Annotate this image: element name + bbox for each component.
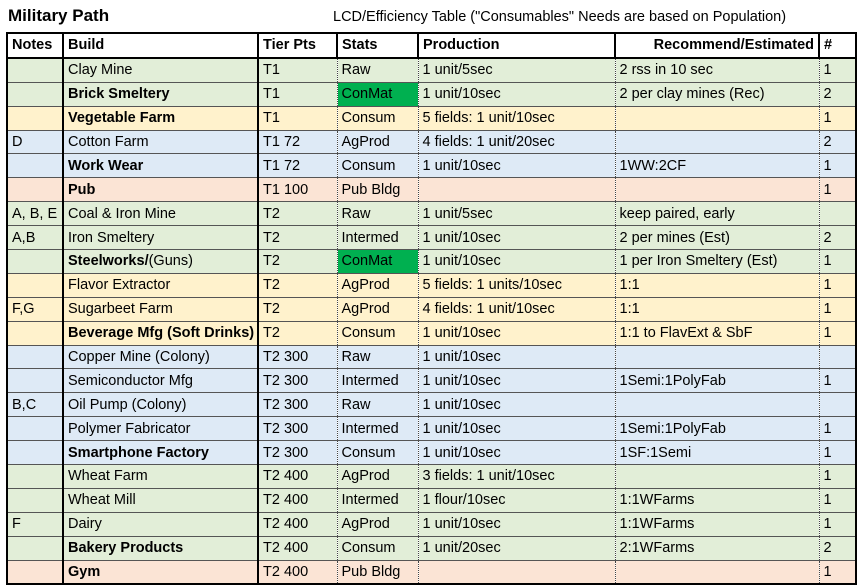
cell-recommend[interactable]: 2 per clay mines (Rec): [615, 82, 819, 106]
cell-count[interactable]: 1: [819, 58, 856, 82]
cell-count[interactable]: 1: [819, 297, 856, 321]
cell-recommend[interactable]: 2 per mines (Est): [615, 226, 819, 250]
cell-stats[interactable]: AgProd: [337, 297, 418, 321]
cell-notes[interactable]: [7, 178, 63, 202]
cell-build[interactable]: Sugarbeet Farm: [63, 297, 258, 321]
cell-production[interactable]: 5 fields: 1 units/10sec: [418, 273, 615, 297]
cell-tier-pts[interactable]: T2 300: [258, 393, 337, 417]
cell-count[interactable]: 1: [819, 321, 856, 345]
cell-production[interactable]: 5 fields: 1 unit/10sec: [418, 106, 615, 130]
cell-production[interactable]: [418, 560, 615, 584]
cell-stats[interactable]: Pub Bldg: [337, 560, 418, 584]
header-build[interactable]: Build: [63, 33, 258, 58]
header-notes[interactable]: Notes: [7, 33, 63, 58]
cell-count[interactable]: 1: [819, 488, 856, 512]
sheet-subtitle: LCD/Efficiency Table ("Consumables" Needs are based on Population): [333, 9, 787, 25]
cell-build[interactable]: Smartphone Factory: [63, 441, 258, 465]
cell-stats[interactable]: Intermed: [337, 488, 418, 512]
cell-stats[interactable]: ConMat: [337, 82, 418, 106]
cell-tier-pts[interactable]: T2: [258, 250, 337, 274]
cell-stats[interactable]: Raw: [337, 393, 418, 417]
table-row: [7, 202, 856, 226]
cell-notes[interactable]: [7, 417, 63, 441]
cell-build[interactable]: Work Wear: [63, 154, 258, 178]
cell-recommend[interactable]: 1:1WFarms: [615, 512, 819, 536]
cell-count[interactable]: 1: [819, 560, 856, 584]
cell-recommend[interactable]: [615, 106, 819, 130]
cell-build[interactable]: Vegetable Farm: [63, 106, 258, 130]
cell-recommend[interactable]: 1Semi:1PolyFab: [615, 417, 819, 441]
cell-count[interactable]: 1: [819, 369, 856, 393]
table-row: [7, 417, 856, 441]
cell-count[interactable]: [819, 202, 856, 226]
cell-build[interactable]: Clay Mine: [63, 58, 258, 82]
cell-production[interactable]: 1 flour/10sec: [418, 488, 615, 512]
cell-count[interactable]: 1: [819, 417, 856, 441]
cell-stats[interactable]: AgProd: [337, 465, 418, 489]
cell-notes[interactable]: [7, 488, 63, 512]
cell-count[interactable]: 1: [819, 106, 856, 130]
sheet-title: Military Path: [8, 6, 110, 25]
cell-tier-pts[interactable]: T2 400: [258, 512, 337, 536]
cell-tier-pts[interactable]: T2 300: [258, 441, 337, 465]
cell-stats[interactable]: ConMat: [337, 250, 418, 274]
cell-build[interactable]: Beverage Mfg (Soft Drinks): [63, 321, 258, 345]
cell-notes[interactable]: D: [7, 130, 63, 154]
cell-production[interactable]: 1 unit/10sec: [418, 154, 615, 178]
cell-stats[interactable]: AgProd: [337, 130, 418, 154]
cell-recommend[interactable]: [615, 465, 819, 489]
cell-notes[interactable]: A, B, E: [7, 202, 63, 226]
header-count[interactable]: #: [819, 33, 856, 58]
table-row: [7, 297, 856, 321]
cell-stats[interactable]: Consum: [337, 154, 418, 178]
cell-build[interactable]: Flavor Extractor: [63, 273, 258, 297]
cell-notes[interactable]: [7, 369, 63, 393]
cell-production[interactable]: 1 unit/10sec: [418, 417, 615, 441]
table-row: [7, 393, 856, 417]
cell-count[interactable]: 1: [819, 465, 856, 489]
cell-build[interactable]: Iron Smeltery: [63, 226, 258, 250]
cell-notes[interactable]: F: [7, 512, 63, 536]
cell-build[interactable]: Brick Smeltery: [63, 82, 258, 106]
cell-notes[interactable]: [7, 273, 63, 297]
cell-recommend[interactable]: 1 per Iron Smeltery (Est): [615, 250, 819, 274]
cell-notes[interactable]: [7, 82, 63, 106]
cell-notes[interactable]: [7, 345, 63, 369]
cell-count[interactable]: [819, 345, 856, 369]
cell-notes[interactable]: [7, 560, 63, 584]
cell-production[interactable]: 3 fields: 1 unit/10sec: [418, 465, 615, 489]
cell-production[interactable]: 1 unit/10sec: [418, 369, 615, 393]
cell-recommend[interactable]: 1SF:1Semi: [615, 441, 819, 465]
table-row: [7, 58, 856, 82]
cell-build-suffix: (Guns): [148, 253, 193, 270]
cell-notes[interactable]: [7, 441, 63, 465]
cell-production[interactable]: 1 unit/10sec: [418, 321, 615, 345]
cell-notes[interactable]: [7, 58, 63, 82]
cell-stats[interactable]: Intermed: [337, 226, 418, 250]
table-row: [7, 536, 856, 560]
cell-count[interactable]: 1: [819, 512, 856, 536]
cell-count[interactable]: 1: [819, 250, 856, 274]
cell-tier-pts[interactable]: T2: [258, 226, 337, 250]
table-row: [7, 560, 856, 584]
table-row: [7, 441, 856, 465]
table-row: [7, 226, 856, 250]
cell-stats[interactable]: Consum: [337, 441, 418, 465]
cell-recommend[interactable]: [615, 178, 819, 202]
cell-stats[interactable]: Consum: [337, 321, 418, 345]
cell-count[interactable]: 1: [819, 441, 856, 465]
cell-build[interactable]: Bakery Products: [63, 536, 258, 560]
cell-build[interactable]: Gym: [63, 560, 258, 584]
cell-build[interactable]: Pub: [63, 178, 258, 202]
cell-stats[interactable]: Raw: [337, 202, 418, 226]
cell-notes[interactable]: A,B: [7, 226, 63, 250]
table-row: [7, 369, 856, 393]
cell-stats[interactable]: Intermed: [337, 417, 418, 441]
cell-count[interactable]: 2: [819, 130, 856, 154]
cell-tier-pts[interactable]: T2 300: [258, 369, 337, 393]
cell-count[interactable]: [819, 393, 856, 417]
cell-notes[interactable]: [7, 536, 63, 560]
cell-notes[interactable]: [7, 465, 63, 489]
table-row: [7, 512, 856, 536]
cell-tier-pts[interactable]: T1 72: [258, 130, 337, 154]
table-row: [7, 178, 856, 202]
cell-notes[interactable]: [7, 106, 63, 130]
cell-build[interactable]: Polymer Fabricator: [63, 417, 258, 441]
cell-build[interactable]: Wheat Mill: [63, 488, 258, 512]
cell-production[interactable]: [418, 178, 615, 202]
cell-production[interactable]: 1 unit/10sec: [418, 250, 615, 274]
cell-build[interactable]: Coal & Iron Mine: [63, 202, 258, 226]
cell-notes[interactable]: [7, 250, 63, 274]
cell-notes[interactable]: B,C: [7, 393, 63, 417]
header-row: [7, 33, 856, 58]
header-stats[interactable]: Stats: [337, 33, 418, 58]
cell-stats[interactable]: AgProd: [337, 512, 418, 536]
cell-notes[interactable]: [7, 321, 63, 345]
cell-stats[interactable]: Pub Bldg: [337, 178, 418, 202]
cell-recommend[interactable]: 2:1WFarms: [615, 536, 819, 560]
cell-recommend[interactable]: [615, 130, 819, 154]
header-recommend[interactable]: Recommend/Estimated: [615, 33, 819, 58]
cell-tier-pts[interactable]: T2: [258, 321, 337, 345]
cell-recommend[interactable]: [615, 393, 819, 417]
cell-count[interactable]: 1: [819, 154, 856, 178]
cell-recommend[interactable]: 1:1 to FlavExt & SbF: [615, 321, 819, 345]
cell-build[interactable]: Oil Pump (Colony): [63, 393, 258, 417]
cell-stats[interactable]: Intermed: [337, 369, 418, 393]
table-row: [7, 250, 856, 274]
cell-tier-pts[interactable]: T2 400: [258, 488, 337, 512]
cell-production[interactable]: 1 unit/10sec: [418, 441, 615, 465]
cell-production[interactable]: 4 fields: 1 unit/10sec: [418, 297, 615, 321]
cell-build[interactable]: [63, 250, 258, 274]
efficiency-table: [6, 32, 857, 585]
cell-recommend[interactable]: keep paired, early: [615, 202, 819, 226]
cell-production[interactable]: 1 unit/10sec: [418, 512, 615, 536]
cell-build-main: Steelworks/: [68, 253, 149, 270]
cell-tier-pts[interactable]: T2 400: [258, 560, 337, 584]
table-row: [7, 106, 856, 130]
cell-count[interactable]: 1: [819, 273, 856, 297]
cell-count[interactable]: 2: [819, 226, 856, 250]
cell-tier-pts[interactable]: T1: [258, 106, 337, 130]
cell-production[interactable]: 1 unit/5sec: [418, 202, 615, 226]
cell-production[interactable]: 1 unit/5sec: [418, 58, 615, 82]
table-body: [7, 58, 856, 585]
cell-build[interactable]: Wheat Farm: [63, 465, 258, 489]
table-row: [7, 345, 856, 369]
cell-build[interactable]: Semiconductor Mfg: [63, 369, 258, 393]
table-row: [7, 82, 856, 106]
cell-build[interactable]: Dairy: [63, 512, 258, 536]
cell-production[interactable]: 1 unit/10sec: [418, 345, 615, 369]
cell-notes[interactable]: F,G: [7, 297, 63, 321]
cell-count[interactable]: 1: [819, 178, 856, 202]
cell-tier-pts[interactable]: T2: [258, 273, 337, 297]
cell-recommend[interactable]: 1WW:2CF: [615, 154, 819, 178]
cell-recommend[interactable]: [615, 560, 819, 584]
cell-tier-pts[interactable]: T2 400: [258, 465, 337, 489]
cell-tier-pts[interactable]: T2: [258, 202, 337, 226]
cell-tier-pts[interactable]: T1 72: [258, 154, 337, 178]
cell-tier-pts[interactable]: T1: [258, 58, 337, 82]
cell-recommend[interactable]: 1:1WFarms: [615, 488, 819, 512]
cell-production[interactable]: 1 unit/20sec: [418, 536, 615, 560]
table-row: [7, 488, 856, 512]
cell-production[interactable]: 4 fields: 1 unit/20sec: [418, 130, 615, 154]
cell-recommend[interactable]: 1:1: [615, 273, 819, 297]
cell-tier-pts[interactable]: T1 100: [258, 178, 337, 202]
cell-stats[interactable]: AgProd: [337, 273, 418, 297]
table-row: [7, 273, 856, 297]
header-production[interactable]: Production: [418, 33, 615, 58]
cell-count[interactable]: 2: [819, 82, 856, 106]
cell-production[interactable]: 1 unit/10sec: [418, 226, 615, 250]
cell-stats[interactable]: Raw: [337, 58, 418, 82]
cell-recommend[interactable]: 1:1: [615, 297, 819, 321]
cell-recommend[interactable]: [615, 345, 819, 369]
cell-tier-pts[interactable]: T1: [258, 82, 337, 106]
cell-stats[interactable]: Consum: [337, 106, 418, 130]
cell-recommend[interactable]: 2 rss in 10 sec: [615, 58, 819, 82]
table-row: [7, 321, 856, 345]
cell-production[interactable]: 1 unit/10sec: [418, 393, 615, 417]
cell-count[interactable]: 2: [819, 536, 856, 560]
cell-tier-pts[interactable]: T2: [258, 297, 337, 321]
header-tier-pts[interactable]: Tier Pts: [258, 33, 337, 58]
table-row: [7, 154, 856, 178]
cell-tier-pts[interactable]: T2 300: [258, 345, 337, 369]
table-row: [7, 130, 856, 154]
cell-build[interactable]: Cotton Farm: [63, 130, 258, 154]
cell-tier-pts[interactable]: T2 400: [258, 536, 337, 560]
cell-tier-pts[interactable]: T2 300: [258, 417, 337, 441]
cell-recommend[interactable]: 1Semi:1PolyFab: [615, 369, 819, 393]
table-row: [7, 465, 856, 489]
cell-stats[interactable]: Raw: [337, 345, 418, 369]
cell-build[interactable]: Copper Mine (Colony): [63, 345, 258, 369]
cell-stats[interactable]: Consum: [337, 536, 418, 560]
cell-production[interactable]: 1 unit/10sec: [418, 82, 615, 106]
cell-notes[interactable]: [7, 154, 63, 178]
